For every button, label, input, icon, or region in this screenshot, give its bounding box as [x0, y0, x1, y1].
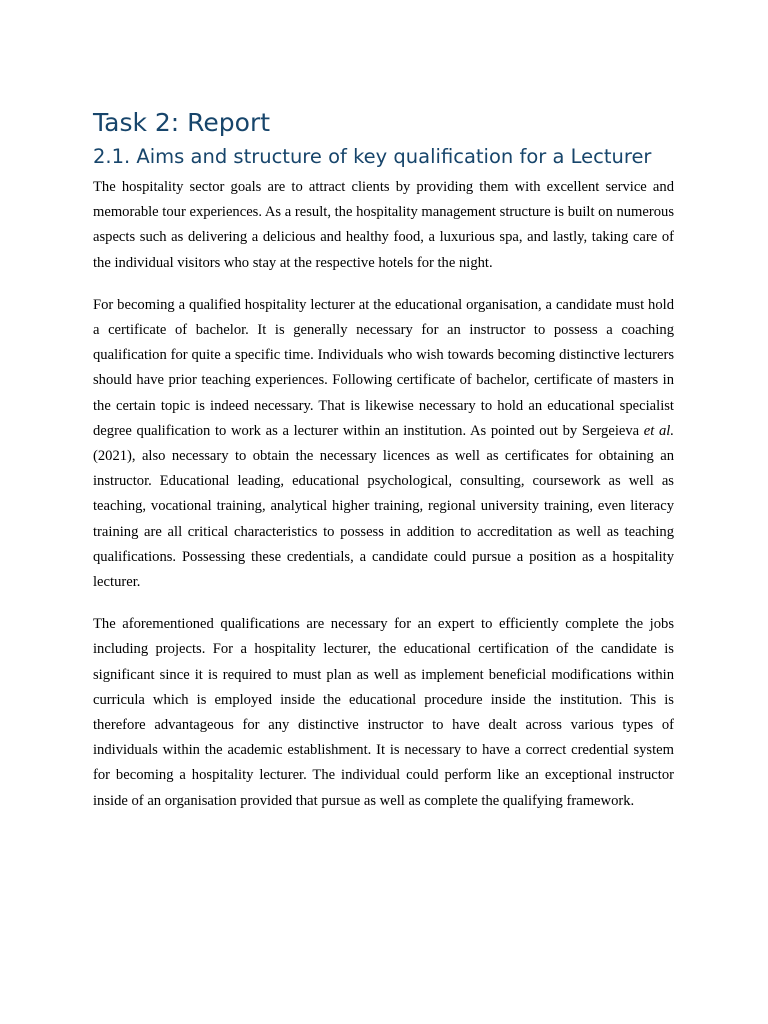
- paragraph-intro: The hospitality sector goals are to attract clients by providing them with excellent service and memorable tour experiences. As a result, the hospitality management structure is built on numerous aspects such as delivering a delicious and healthy food, a luxurious spa, and lastly, taking care of the individual visitors who stay at the respective hotels for the night.: [93, 179, 674, 271]
- page-title: Task 2: Report: [93, 108, 271, 137]
- document-page: [93, 108, 674, 814]
- paragraph-qualifications: [93, 293, 674, 595]
- section-heading: 2.1. Aims and structure of key qualification for a Lecturer: [93, 145, 652, 168]
- paragraph-qualifications-text-1: For becoming a qualified hospitality lecturer at the educational organisation, a candidate must hold a certificate of bachelor. It is generally necessary for an instructor to possess a coaching qualification for quite a specific time. Individuals who wish towards becoming distinctive lecturers should have prior teaching experiences. Following certificate of bachelor, certificate of masters in the certain topic is indeed necessary. That is likewise necessary to hold an educational specialist degree qualification to work as a lecturer within an institution. As pointed out by Sergeieva: [93, 296, 674, 439]
- citation-et-al: et al.: [643, 422, 674, 439]
- paragraph-conclusion: The aforementioned qualifications are necessary for an expert to efficiently complete the jobs including projects. For a hospitality lecturer, the educational certification of the candidate is significant since it is required to must plan as well as implement beneficial modifications within curricula which is employed inside the educational procedure inside the institution. This is therefore advantageous for any distinctive instructor to have dealt across various types of individuals within the academic establishment. It is necessary to have a correct credential system for becoming a hospitality lecturer. The individual could perform like an exceptional instructor inside of an organisation provided that pursue as well as complete the qualifying framework.: [93, 616, 674, 809]
- paragraph-qualifications-text-2: (2021), also necessary to obtain the necessary licences as well as certificates for obtaining an instructor. Educational leading, educational psychological, consulting, coursework as well as teaching, vocational training, analytical higher training, regional university training, even literacy training are all critical characteristics to possess in addition to accreditation as well as teaching qualifications. Possessing these credentials, a candidate could pursue a position as a hospitality lecturer.: [93, 448, 674, 591]
